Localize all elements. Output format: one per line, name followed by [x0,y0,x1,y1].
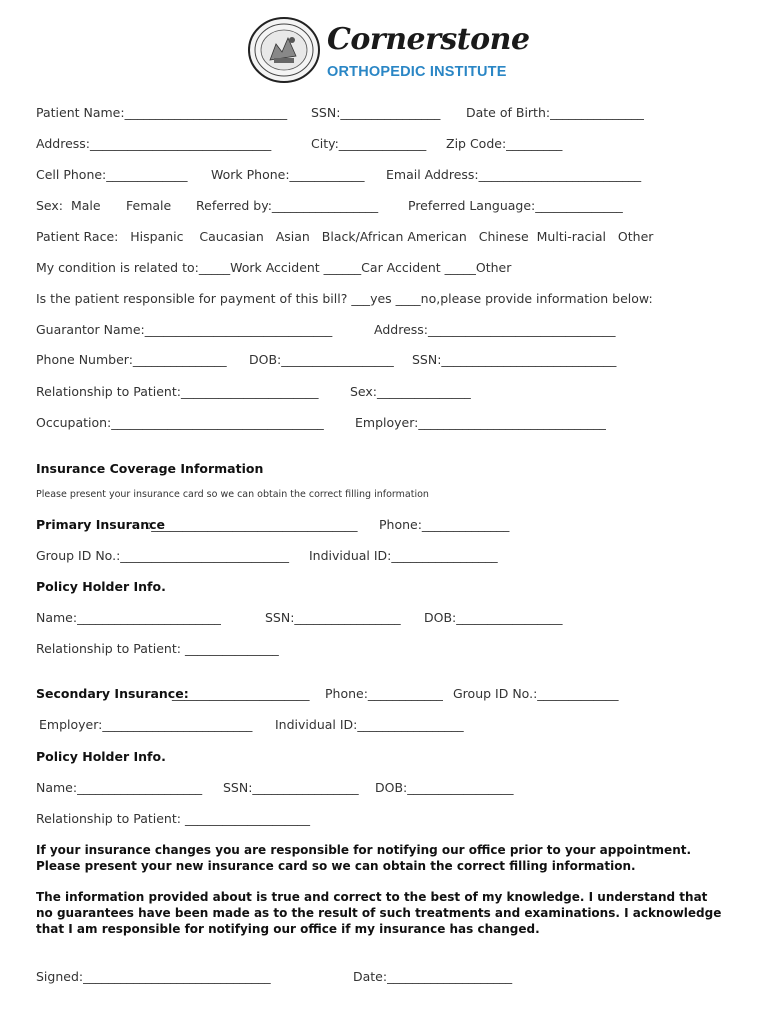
policy-holder-relationship-field[interactable]: Relationship to Patient: _______________ [36,641,279,656]
sex-female-option[interactable]: Female [126,198,172,213]
cell-phone-field[interactable]: Cell Phone:_____________ [36,167,188,182]
individual-id-field[interactable]: Individual ID:_________________ [309,548,498,563]
policy-holder-name-field[interactable]: Name:_______________________ [36,610,221,625]
policy-holder-heading-1: Policy Holder Info. [36,579,166,594]
payment-responsibility-field[interactable]: Is the patient responsible for payment of this bill? ___yes ____no,please provide information below: [36,291,653,306]
guarantor-relationship-field[interactable]: Relationship to Patient:______________________ [36,384,319,399]
city-field[interactable]: City:______________ [311,136,427,151]
condition-related-field[interactable]: My condition is related to:_____Work Accident ______Car Accident _____Other [36,260,512,275]
zip-field[interactable]: Zip Code:_________ [446,136,563,151]
acknowledgement-notice: The information provided about is true and correct to the best of my knowledge. I understand that no guarantees have been made as to the result of such treatments and examinations. I acknowledge that I am responsible for notifying our office if my insurance has changed. [36,890,722,936]
referred-by-field[interactable]: Referred by:_________________ [196,198,379,213]
brand-subtitle: ORTHOPEDIC INSTITUTE [327,64,507,80]
patient-name-field[interactable]: Patient Name:__________________________ [36,105,288,120]
policy-holder-ssn-field[interactable]: SSN:_________________ [265,610,401,625]
secondary-employer-field[interactable]: Employer:________________________ [39,717,253,732]
dob-field[interactable]: Date of Birth:_______________ [466,105,644,120]
email-field[interactable]: Email Address:__________________________ [386,167,642,182]
secondary-insurance-field[interactable]: ______________________ [172,686,310,701]
policy-holder-2-ssn-field[interactable]: SSN:_________________ [223,780,359,795]
primary-insurance-label: Primary Insurance [36,517,166,532]
preferred-language-field[interactable]: Preferred Language:______________ [408,198,623,213]
guarantor-occupation-field[interactable]: Occupation:__________________________________ [36,415,324,430]
insurance-change-notice: If your insurance changes you are responsible for notifying our office prior to your appointment. Please present your new insurance card so we can obtain the correct filling information. [36,843,692,873]
patient-race-options[interactable]: Patient Race: Hispanic Caucasian Asian Black/African American Chinese Multi-racial Other [36,229,654,244]
guarantor-ssn-field[interactable]: SSN:____________________________ [412,352,617,367]
policy-holder-dob-field[interactable]: DOB:_________________ [424,610,563,625]
guarantor-phone-field[interactable]: Phone Number:_______________ [36,352,227,367]
secondary-insurance-label: Secondary Insurance: [36,686,189,701]
policy-holder-2-name-field[interactable]: Name:____________________ [36,780,203,795]
policy-holder-2-dob-field[interactable]: DOB:_________________ [375,780,514,795]
work-phone-field[interactable]: Work Phone:____________ [211,167,365,182]
secondary-individual-id-field[interactable]: Individual ID:_________________ [275,717,464,732]
policy-holder-heading-2: Policy Holder Info. [36,749,166,764]
sex-male-option[interactable]: Sex: Male [36,198,101,213]
primary-phone-field[interactable]: Phone:______________ [379,517,510,532]
secondary-phone-field[interactable]: Phone:____________ [325,686,443,701]
group-id-field[interactable]: Group ID No.:___________________________ [36,548,290,563]
date-field[interactable]: Date:____________________ [353,969,513,984]
guarantor-sex-field[interactable]: Sex:_______________ [350,384,471,399]
guarantor-name-field[interactable]: Guarantor Name:______________________________ [36,322,333,337]
signature-field[interactable]: Signed:______________________________ [36,969,271,984]
guarantor-dob-field[interactable]: DOB:__________________ [249,352,394,367]
insurance-note: Please present your insurance card so we can obtain the correct filling information [36,489,429,500]
guarantor-employer-field[interactable]: Employer:______________________________ [355,415,606,430]
insurance-heading: Insurance Coverage Information [36,461,264,476]
brand-name: Cornerstone [327,22,530,57]
ssn-field[interactable]: SSN:________________ [311,105,441,120]
primary-insurance-field[interactable]: :_________________________________ [147,517,358,532]
cornerstone-seal-icon [246,16,322,84]
secondary-group-id-field[interactable]: Group ID No.:_____________ [453,686,619,701]
policy-holder-2-relationship-field[interactable]: Relationship to Patient: ____________________ [36,811,310,826]
address-field[interactable]: Address:_____________________________ [36,136,272,151]
guarantor-address-field[interactable]: Address:______________________________ [374,322,616,337]
